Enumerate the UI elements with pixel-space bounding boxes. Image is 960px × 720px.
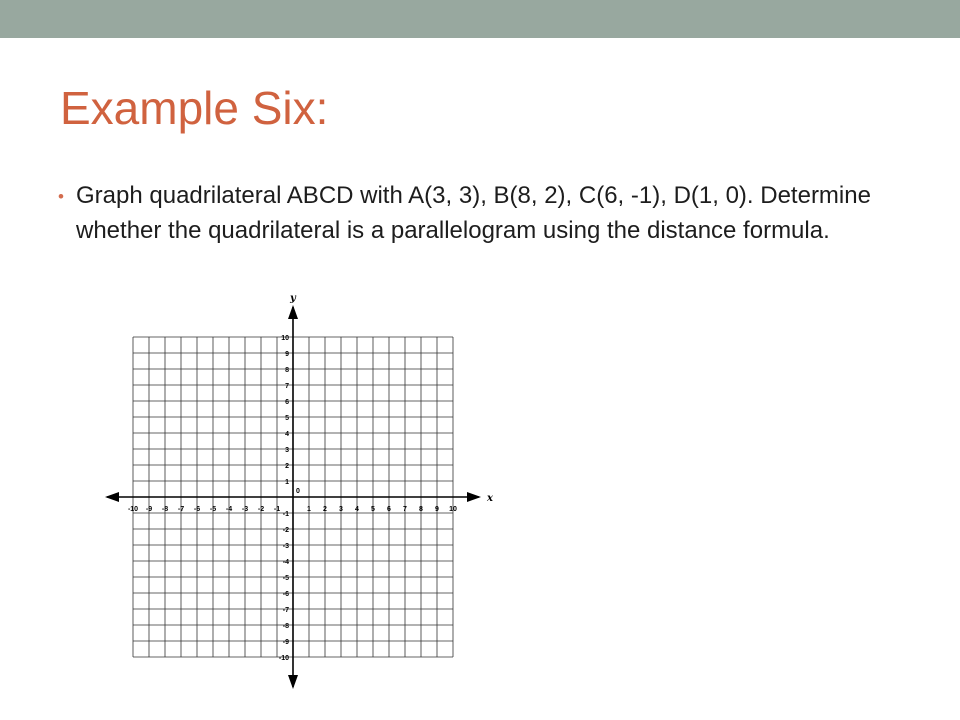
x-tick-label: -7 — [177, 506, 185, 513]
x-tick-label: 6 — [387, 506, 391, 513]
x-tick-label: -2 — [257, 506, 265, 513]
y-tick-label: 2 — [285, 463, 289, 470]
y-tick-label: 9 — [285, 351, 289, 358]
y-tick-label: -9 — [282, 639, 289, 646]
x-tick-label: -9 — [145, 506, 153, 513]
x-tick-label: 8 — [419, 506, 423, 513]
x-tick-label: -4 — [225, 506, 233, 513]
x-tick-label: -10 — [127, 506, 139, 513]
y-axis-bottom-arrow — [288, 675, 298, 689]
y-tick-label: 6 — [285, 399, 289, 406]
origin-label: 0 — [296, 488, 300, 495]
y-tick-label: -2 — [282, 527, 289, 534]
y-tick-label: -7 — [282, 607, 289, 614]
y-tick-label: -8 — [282, 623, 289, 630]
x-tick-label: -3 — [241, 506, 249, 513]
x-tick-label: 1 — [307, 506, 311, 513]
x-tick-label: -6 — [193, 506, 201, 513]
x-tick-label: 4 — [355, 506, 359, 513]
y-tick-label: -4 — [282, 559, 289, 566]
x-tick-label: 9 — [435, 506, 439, 513]
x-tick-label: 7 — [403, 506, 407, 513]
y-axis-top-arrow — [288, 305, 298, 319]
y-tick-label: 4 — [285, 431, 289, 438]
x-tick-label: -8 — [161, 506, 169, 513]
x-tick-label: -1 — [273, 506, 281, 513]
coordinate-grid-svg — [95, 293, 505, 695]
x-axis-right-arrow — [467, 492, 481, 502]
y-tick-label: -1 — [282, 511, 289, 518]
y-tick-label: -6 — [282, 591, 289, 598]
x-tick-label: 2 — [323, 506, 327, 513]
y-tick-label: 10 — [281, 335, 289, 342]
x-tick-label: -5 — [209, 506, 217, 513]
bullet-marker: • — [58, 187, 64, 206]
coordinate-grid-figure — [95, 293, 505, 695]
y-tick-label: 7 — [285, 383, 289, 390]
y-tick-label: 5 — [285, 415, 289, 422]
top-accent-band — [0, 0, 960, 38]
y-tick-label: -3 — [282, 543, 289, 550]
y-tick-label: 1 — [285, 479, 289, 486]
y-tick-label: 8 — [285, 367, 289, 374]
x-tick-label: 10 — [449, 506, 457, 513]
y-tick-label: -5 — [282, 575, 289, 582]
x-tick-label: 5 — [371, 506, 375, 513]
x-axis-left-arrow — [105, 492, 119, 502]
x-tick-label: 3 — [339, 506, 343, 513]
slide-title: Example Six: — [60, 82, 329, 134]
y-tick-label: 3 — [285, 447, 289, 454]
bullet-text: Graph quadrilateral ABCD with A(3, 3), B(8, 2), C(6, -1), D(1, 0). Determine whether the quadrilateral is a parallelogram using the distance formula. — [76, 182, 871, 244]
bullet-item — [58, 178, 888, 248]
y-axis-label: y — [290, 293, 296, 304]
y-tick-label: -10 — [278, 655, 289, 662]
x-axis-label: x — [487, 493, 493, 504]
